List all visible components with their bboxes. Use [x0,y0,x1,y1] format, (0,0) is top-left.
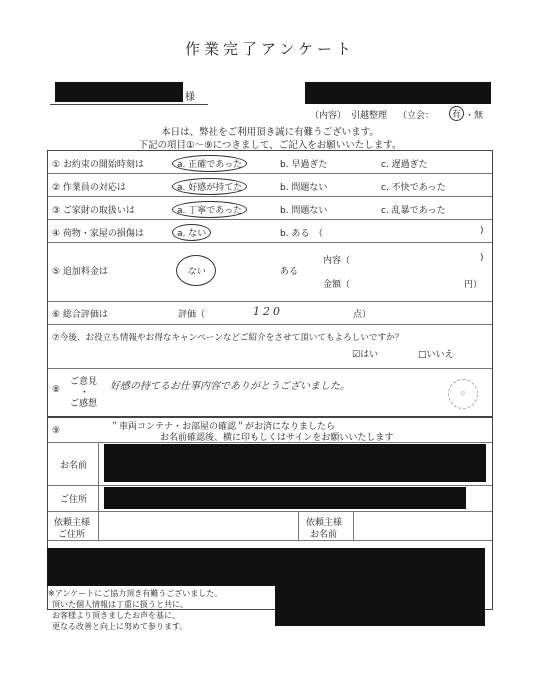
q4-label: ④ 荷物・家屋の損傷は [52,229,144,239]
q5-exists: ある [280,267,299,277]
client-label-1b: ご住所 [58,530,86,540]
redacted-company [305,82,491,104]
q5-content: 内容（ [323,256,351,266]
footer-line-4: 更なる改善と向上に努めて参ります。 [52,622,188,631]
q4-option-a: a. ない [172,224,211,241]
q7-question: ⑦今後、お役立ち情報やお得なキャンペーンなどご紹介をさせて頂いてもよろしいですか？ [52,333,404,343]
q2-option-a: a. 好感が持てた [172,178,247,195]
content-label: （内容） [310,111,347,121]
q6-eval: 評価（ [178,310,206,320]
witness-label: （立会： [398,111,435,121]
intro-line-1: 本日は、弊社をご利用頂き誠に有難うございます。 [161,127,379,138]
q9-line-2: お名前確認後、横に印もしくはサインをお願いいたします [160,433,394,443]
name-label: お名前 [60,461,88,471]
q4-close: ) [480,226,484,236]
client-label-2: 依頼主様 [306,518,343,528]
redacted-footer-block [47,548,485,586]
underline [50,104,208,105]
q3-option-c: c. 乱暴であった [381,206,446,216]
honorific: 様 [185,92,195,103]
q2-label: ② 作業員の対応は [52,183,126,193]
witness-yes: 有 [449,106,464,121]
footer-line-1: ※アンケートにご協力頂き有難うございました。 [48,589,223,598]
q3-option-a: a. 丁寧であった [172,201,247,218]
q1-option-b: b. 早過ぎた [280,160,328,170]
client-label-2b: お名前 [310,530,338,540]
q5-amount: 金額（ [323,280,351,290]
redacted-footer-right [275,586,485,626]
q4-option-b: b. ある （ [280,229,323,239]
q2-option-c: c. 不快であった [381,183,446,193]
smile-stamp-icon: ☺ [448,379,478,409]
q5-yen: 円） [464,280,483,290]
redacted-name [104,444,486,482]
q3-option-b: b. 問題ない [280,206,328,216]
address-label: ご住所 [60,495,88,505]
q8-label-3: ご感想 [70,399,98,409]
page-title: 作業完了アンケート [184,40,356,58]
q3-label: ③ ご家財の取扱いは [52,206,135,216]
q6-points: 点） [353,310,372,320]
q8-label-2: ・ [80,388,90,398]
client-label-1: 依頼主様 [54,518,91,528]
redacted-customer-name [55,82,183,102]
q5-none: ない [176,255,216,286]
q7-yes: ☑はい [352,350,379,360]
q1-label: ① お約束の開始時刻は [52,160,144,170]
witness-no: ・無 [465,111,484,121]
q8-comment: 好感の持てるお仕事内容でありがとうございました。 [110,381,350,392]
q9-number: ⑨ [52,426,61,436]
q7-no: □いいえ [418,350,454,360]
redacted-address [104,487,466,509]
content-value: 引越整理 [351,111,388,121]
q1-option-a: a. 正確であった [172,155,247,172]
footer-line-2: 頂いた個人情報は丁重に扱うと共に、 [52,600,188,609]
survey-box [47,150,493,610]
q5-content-close: ) [480,253,484,263]
q2-option-b: b. 問題ない [280,183,328,193]
footer-line-3: お客様より頂きましたお声を基に、 [52,611,180,620]
q8-number: ⑧ [52,385,61,395]
q6-score: 120 [253,305,283,318]
q1-option-c: c. 遅過ぎた [381,160,428,170]
intro-line-2: 下記の項目①〜⑨につきまして、ご記入をお願いいたします。 [138,140,402,151]
q5-label: ⑤ 追加料金は [52,267,108,277]
q8-label-1: ご意見 [70,377,98,387]
q9-line-1: ＂車両コンテナ・お部屋の確認＂がお済になりましたら [110,422,336,432]
q6-label: ⑥ 総合評価は [52,310,108,320]
